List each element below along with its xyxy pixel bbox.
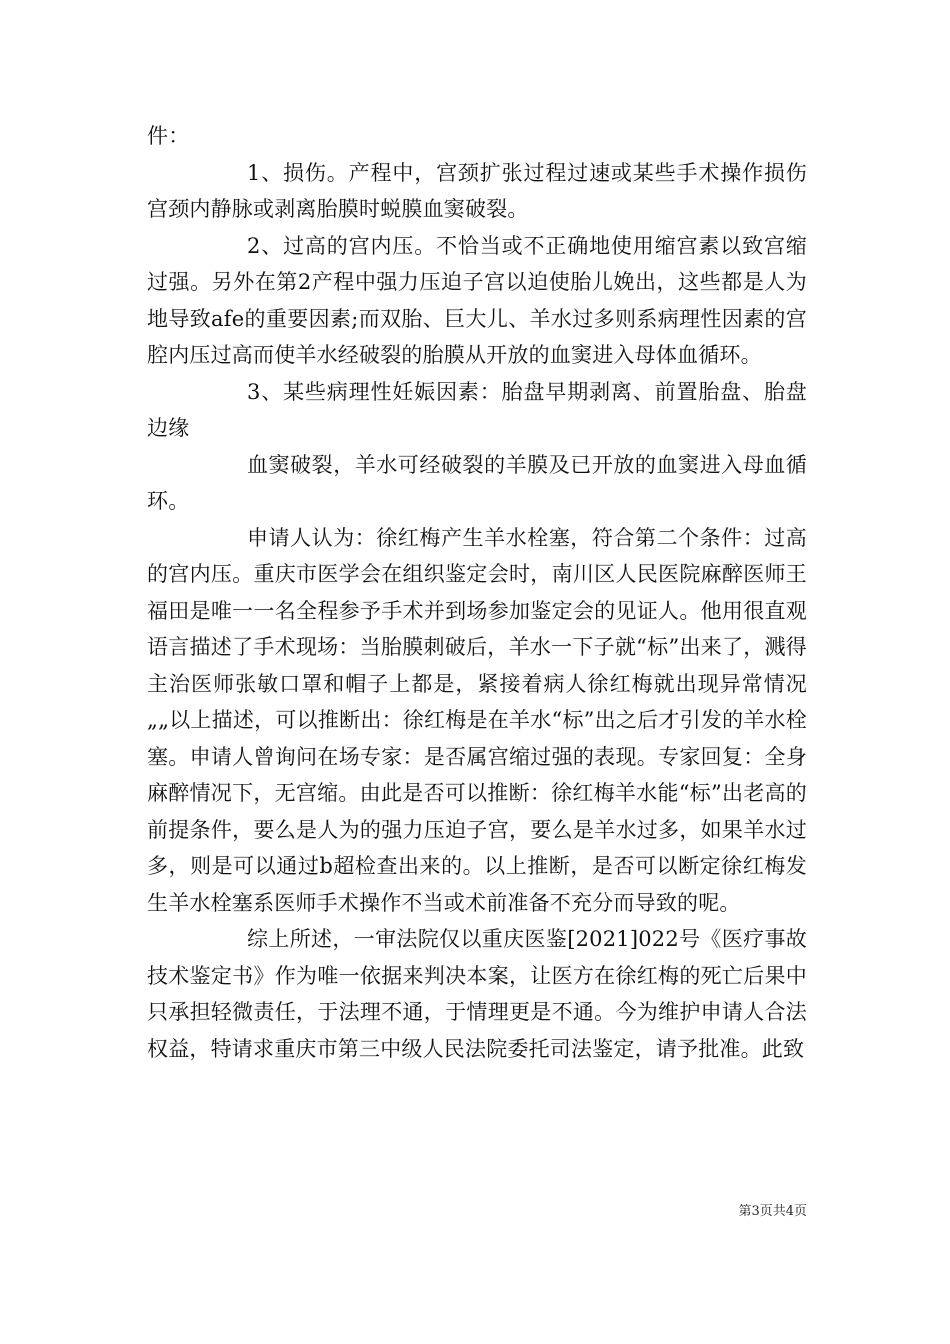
paragraph-injury: 1、损伤。产程中，宫颈扩张过程过速或某些手术操作损伤宫颈内静脉或剥离胎膜时蜕膜血窦破裂。	[147, 160, 807, 221]
document-body	[147, 118, 807, 1067]
page-number: 第3页共4页	[738, 1204, 807, 1219]
paragraph-sinus-rupture: 血窦破裂，羊水可经破裂的羊膜及已开放的血窦进入母血循环。	[147, 452, 807, 513]
paragraph-conclusion: 综上所述，一审法院仅以重庆医鉴[2021]022号《医疗事故技术鉴定书》作为唯一依据来判决本案，让医方在徐红梅的死亡后果中只承担轻微责任，于法理不通，于情理更是不通。今为维护申请人合法权益，特请求重庆市第三中级人民法院委托司法鉴定，请予批准。此致	[147, 927, 807, 1061]
paragraph-uterine-pressure: 2、过高的宫内压。不恰当或不正确地使用缩宫素以致宫缩过强。另外在第2产程中强力压迫子宫以迫使胎儿娩出，这些都是人为地导致afe的重要因素;而双胎、巨大儿、羊水过多则系病理性因素的宫腔内压过高而使羊水经破裂的胎膜从开放的血窦进入母体血循环。	[147, 233, 807, 367]
paragraph-applicant-argument: 申请人认为：徐红梅产生羊水栓塞，符合第二个条件：过高的宫内压。重庆市医学会在组织鉴定会时，南川区人民医院麻醉医师王福田是唯一一名全程参予手术并到场参加鉴定会的见证人。他用很直观语言描述了手术现场：当胎膜刺破后，羊水一下子就“标”出来了，溅得主治医师张敏口罩和帽子上都是，紧接着病人徐红梅就出现异常情况„„以上描述，可以推断出：徐红梅是在羊水“标”出之后才引发的羊水栓塞。申请人曾询问在场专家：是否属宫缩过强的表现。专家回复：全身麻醉情况下，无宫缩。由此是否可以推断：徐红梅羊水能“标”出老高的前提条件，要么是人为的强力压迫子宫，要么是羊水过多，如果羊水过多，则是可以通过b超检查出来的。以上推断，是否可以断定徐红梅发生羊水栓塞系医师手术操作不当或术前准备不充分而导致的呢。	[147, 525, 807, 915]
paragraph-continuation: 件：	[147, 124, 190, 148]
paragraph-pathological-factors: 3、某些病理性妊娠因素：胎盘早期剥离、前置胎盘、胎盘边缘	[147, 379, 807, 440]
